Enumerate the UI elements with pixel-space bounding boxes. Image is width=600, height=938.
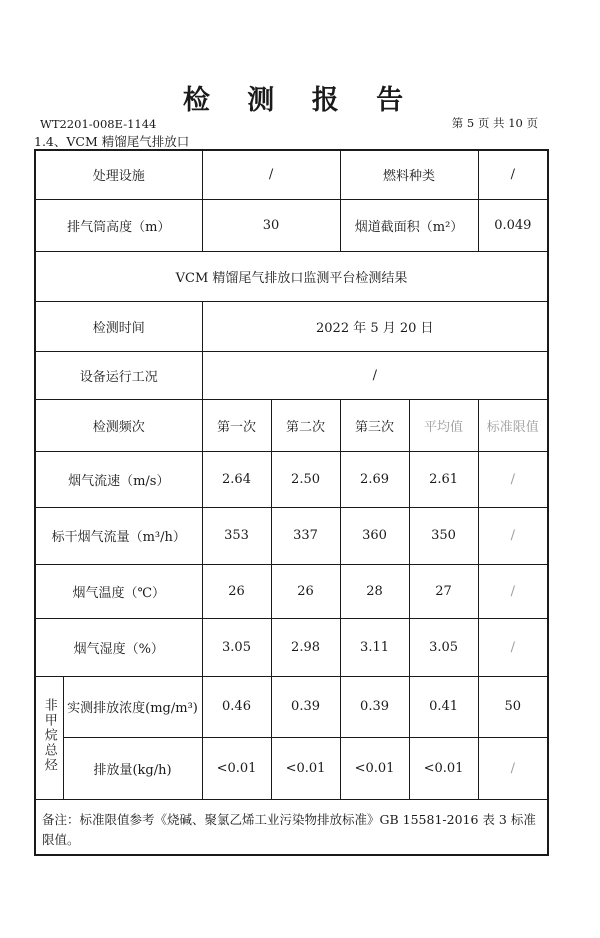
freq-header-label: 检测频次 bbox=[35, 399, 202, 451]
cell-value: 350 bbox=[409, 507, 478, 564]
nmhc-side-text: 非甲烷总烃 bbox=[41, 697, 57, 773]
cell-value: 353 bbox=[202, 507, 271, 564]
test-time-value: 2022 年 5 月 20 日 bbox=[202, 301, 548, 351]
freq-header-2: 第二次 bbox=[271, 399, 340, 451]
cell-value: / bbox=[478, 737, 548, 799]
table-row bbox=[35, 737, 548, 799]
page-indicator: 第 5 页 共 10 页 bbox=[451, 116, 538, 130]
fuel-value: / bbox=[478, 150, 548, 199]
row-frequency-header bbox=[35, 399, 548, 451]
row-label: 烟气湿度（%） bbox=[35, 618, 202, 676]
row-facility bbox=[35, 150, 548, 199]
row-label: 标干烟气流量（m³/h） bbox=[35, 507, 202, 564]
cell-value: / bbox=[478, 564, 548, 618]
cell-value: 28 bbox=[340, 564, 409, 618]
cell-value: 2.69 bbox=[340, 451, 409, 507]
nmhc-side-label bbox=[35, 676, 63, 799]
table-row bbox=[35, 676, 548, 737]
cell-value: <0.01 bbox=[340, 737, 409, 799]
result-title: VCM 精馏尾气排放口监测平台检测结果 bbox=[35, 251, 548, 301]
table-row bbox=[35, 618, 548, 676]
cell-value: 2.64 bbox=[202, 451, 271, 507]
flue-area-label: 烟道截面积（m²） bbox=[340, 199, 478, 251]
row-stack bbox=[35, 199, 548, 251]
row-equipment bbox=[35, 351, 548, 399]
cell-value: 0.39 bbox=[340, 676, 409, 737]
cell-value: <0.01 bbox=[202, 737, 271, 799]
freq-header-avg: 平均值 bbox=[409, 399, 478, 451]
cell-value: / bbox=[478, 618, 548, 676]
table-row bbox=[35, 564, 548, 618]
flue-area-value: 0.049 bbox=[478, 199, 548, 251]
row-note bbox=[35, 799, 548, 855]
cell-value: 3.05 bbox=[202, 618, 271, 676]
cell-value: 2.98 bbox=[271, 618, 340, 676]
cell-value: 27 bbox=[409, 564, 478, 618]
cell-value: 26 bbox=[271, 564, 340, 618]
cell-value: <0.01 bbox=[409, 737, 478, 799]
cell-value: / bbox=[478, 507, 548, 564]
report-number: WT2201-008E-1144 bbox=[40, 117, 157, 131]
cell-value: 2.50 bbox=[271, 451, 340, 507]
fuel-label: 燃料种类 bbox=[340, 150, 478, 199]
cell-value: 3.05 bbox=[409, 618, 478, 676]
table-row bbox=[35, 451, 548, 507]
cell-value: 2.61 bbox=[409, 451, 478, 507]
row-label: 烟气流速（m/s） bbox=[35, 451, 202, 507]
results-table bbox=[34, 149, 549, 856]
cell-value: 0.46 bbox=[202, 676, 271, 737]
cell-value: 26 bbox=[202, 564, 271, 618]
freq-header-1: 第一次 bbox=[202, 399, 271, 451]
stack-height-value: 30 bbox=[202, 199, 340, 251]
cell-value: 360 bbox=[340, 507, 409, 564]
note-text: 备注：标准限值参考《烧碱、聚氯乙烯工业污染物排放标准》GB 15581-2016 表 3 标准限值。 bbox=[35, 799, 548, 855]
cell-value: <0.01 bbox=[271, 737, 340, 799]
section-heading: 1.4、VCM 精馏尾气排放口 bbox=[34, 134, 190, 149]
cell-value: / bbox=[478, 451, 548, 507]
equipment-label: 设备运行工况 bbox=[35, 351, 202, 399]
row-label: 排放量(kg/h) bbox=[63, 737, 202, 799]
stack-height-label: 排气筒高度（m） bbox=[35, 199, 202, 251]
cell-value: 3.11 bbox=[340, 618, 409, 676]
freq-header-3: 第三次 bbox=[340, 399, 409, 451]
test-time-label: 检测时间 bbox=[35, 301, 202, 351]
row-label: 烟气温度（℃） bbox=[35, 564, 202, 618]
cell-value: 0.41 bbox=[409, 676, 478, 737]
row-test-time bbox=[35, 301, 548, 351]
freq-header-limit: 标准限值 bbox=[478, 399, 548, 451]
row-result-title bbox=[35, 251, 548, 301]
facility-label: 处理设施 bbox=[35, 150, 202, 199]
equipment-value: / bbox=[202, 351, 548, 399]
row-label: 实测排放浓度(mg/m³) bbox=[63, 676, 202, 737]
report-title: 检 测 报 告 bbox=[182, 85, 418, 116]
cell-value: 50 bbox=[478, 676, 548, 737]
facility-value: / bbox=[202, 150, 340, 199]
table-row bbox=[35, 507, 548, 564]
cell-value: 337 bbox=[271, 507, 340, 564]
cell-value: 0.39 bbox=[271, 676, 340, 737]
